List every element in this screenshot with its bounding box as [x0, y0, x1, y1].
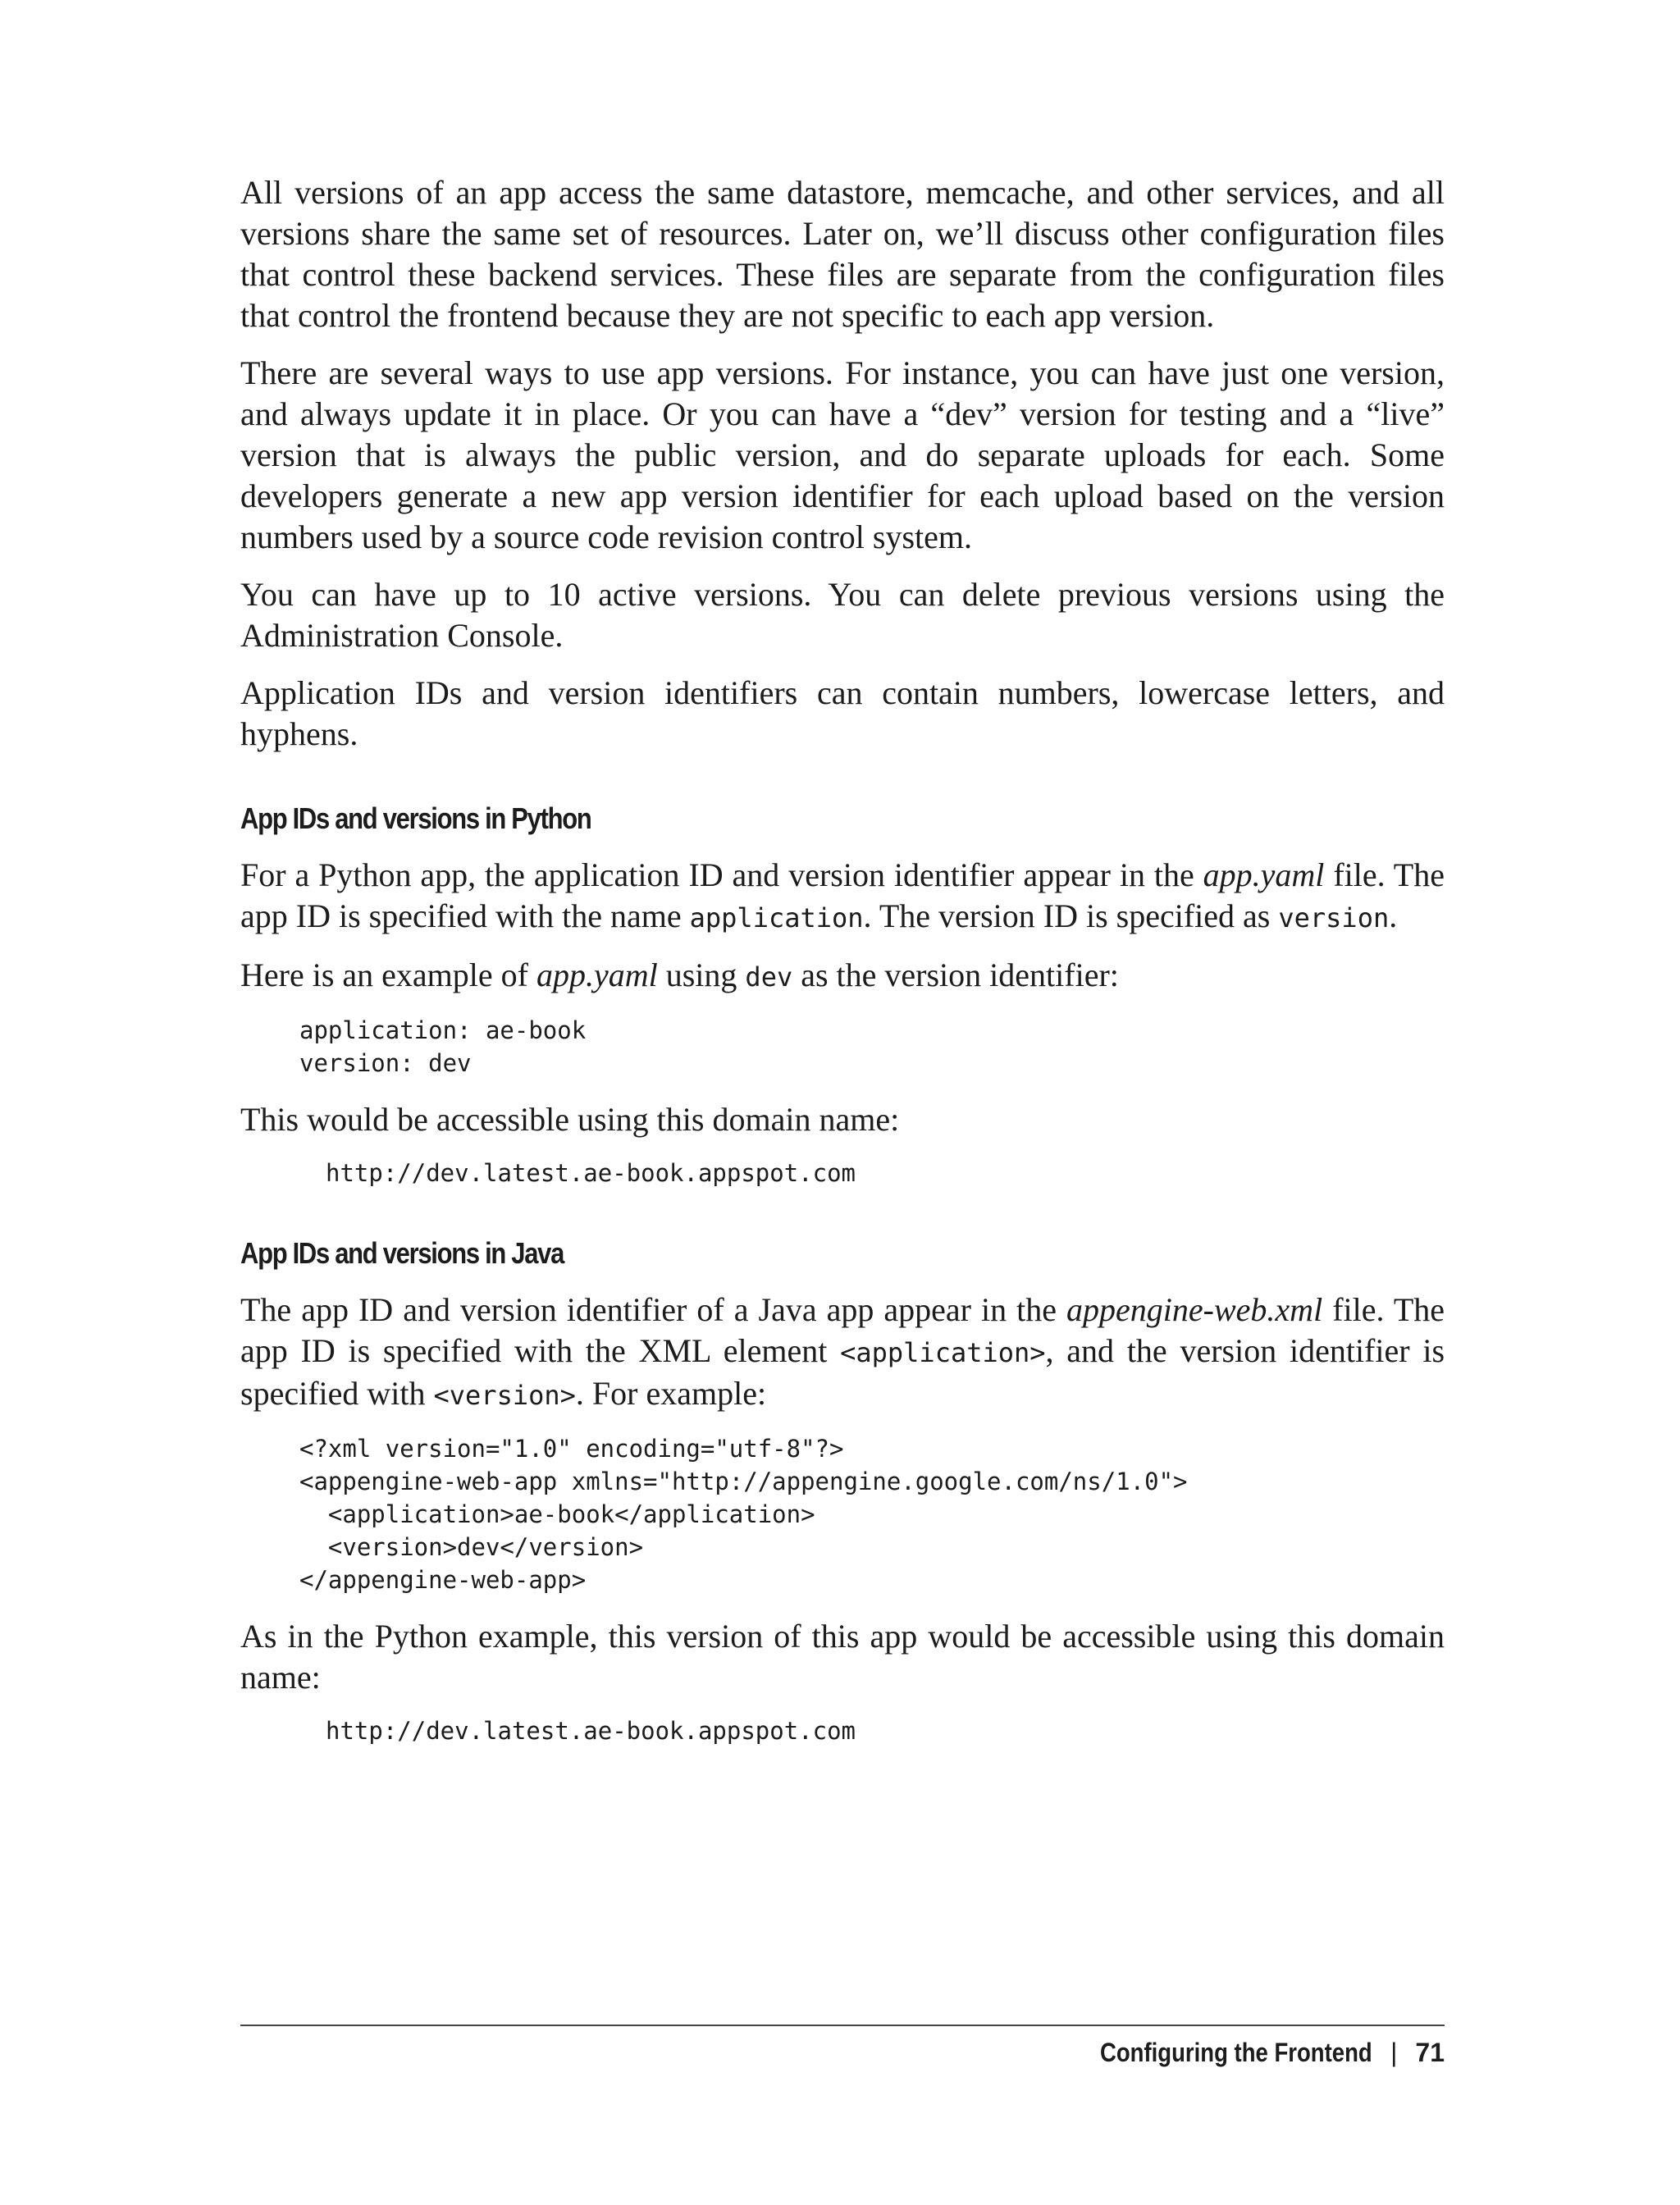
text-run: as the version identifier: [792, 956, 1119, 993]
paragraph-ways-to-use-versions: There are several ways to use app versions. For instance, you can have just one version, and always update it in place. Or you can have a “dev” version for testing and a “live” version that is always the public version, and do separate uploads for each. Some developers generate a new app version identifier for each upload based on the version numbers used by a source code revision control system. [240, 354, 1445, 555]
paragraph-python-example-intro [240, 955, 1445, 998]
heading-python-section: App IDs and versions in Python [240, 801, 591, 835]
paragraph-java-domain-intro: As in the Python example, this version of this app would be accessible using this domain name: [240, 1618, 1445, 1696]
text-run: file. The app ID is specified with the XML element [240, 1291, 1445, 1369]
paragraph-versions-shared-services: All versions of an app access the same datastore, memcache, and other services, and all versions share the same set of resources. Later on, we’ll discuss other configuration files that control these backend services. These files are separate from the configuration files that control the frontend because they are not specific to each app version. [240, 174, 1445, 334]
paragraph-python-domain-intro: This would be accessible using this domain name: [240, 1101, 900, 1138]
filename-appengine-web-xml: appengine-web.xml [1066, 1291, 1323, 1328]
text-run: . The version ID is specified as [863, 897, 1279, 934]
filename-app-yaml: app.yaml [1203, 856, 1325, 893]
text-run: . [1389, 897, 1398, 934]
filename-app-yaml: app.yaml [536, 956, 658, 993]
code-application: application [689, 902, 864, 934]
code-block-app-yaml: application: ae-book version: dev [299, 1016, 587, 1077]
footer-chapter-title: Configuring the Frontend [1100, 2038, 1373, 2067]
paragraph-python-app-yaml [240, 855, 1445, 938]
footer-page-number: 71 [1415, 2038, 1445, 2067]
paragraph-java-appengine-web-xml [240, 1290, 1445, 1416]
paragraph-allowed-characters: Application IDs and version identifiers can contain numbers, lowercase letters, and hyphens. [240, 674, 1445, 752]
page-content [240, 172, 1445, 1767]
code-dev: dev [745, 961, 793, 993]
footer-separator: | [1390, 2038, 1398, 2067]
code-version-element: <version> [433, 1380, 576, 1411]
text-run: using [657, 956, 746, 993]
text-run: , and the version identifier is specified with [240, 1332, 1445, 1412]
code-url-java: http://dev.latest.ae-book.appspot.com [326, 1717, 856, 1745]
paragraph-active-versions-limit: You can have up to 10 active versions. You can delete previous versions using the Administration Console. [240, 576, 1445, 654]
text-run: For a Python app, the application ID and version identifier appear in the [240, 856, 1203, 893]
text-run: Here is an example of [240, 956, 536, 993]
code-version: version [1278, 902, 1390, 934]
text-run: The app ID and version identifier of a Java app appear in the [240, 1291, 1067, 1328]
code-block-appengine-web-xml: <?xml version="1.0" encoding="utf-8"?> <appengine-web-app xmlns="http://appengine.google.com/ns/1.0"> <application>ae-book</application> <version>dev</version> </appengine-web-app> [299, 1435, 1188, 1594]
code-application-element: <application> [840, 1337, 1046, 1368]
text-run: . For example: [575, 1375, 767, 1412]
heading-java-section: App IDs and versions in Java [240, 1236, 564, 1270]
text-run: file. The app ID is specified with the name [240, 856, 1445, 934]
code-url-python: http://dev.latest.ae-book.appspot.com [326, 1159, 856, 1187]
page-footer [1056, 2036, 1445, 2069]
footer-rule [240, 2025, 1445, 2026]
